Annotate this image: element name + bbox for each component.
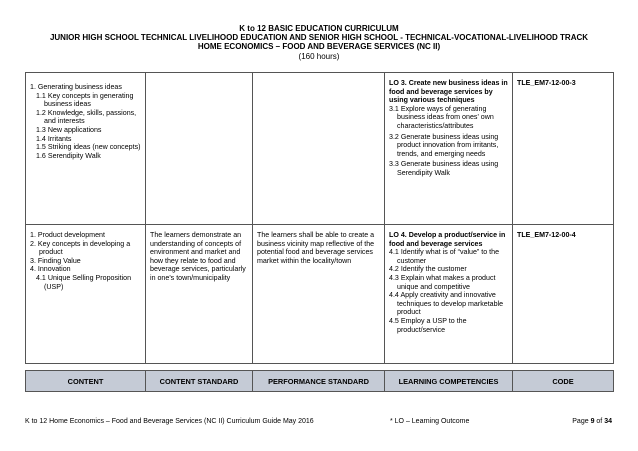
list-item: 4.1 Unique Selling Proposition (USP) xyxy=(36,273,132,291)
page-prefix: Page xyxy=(572,418,591,425)
content-cell xyxy=(26,225,146,364)
competencies-cell xyxy=(385,73,513,225)
list-item: 1.2 Knowledge, skills, passions, and interests xyxy=(36,108,137,126)
list-item: 1.5 Striking ideas (new concepts) xyxy=(36,143,141,152)
list-item: 1.6 Serendipity Walk xyxy=(36,151,101,160)
competency-item: 4.1 Identify what is of “value” to the customer xyxy=(389,248,500,265)
page-total: 34 xyxy=(604,418,612,425)
list-item: 1. Generating business ideas xyxy=(30,83,122,91)
competency-item: 3.1 Explore ways of generating business ideas from ones' own characteristics/attributes xyxy=(389,104,494,130)
column-header-performance-standard: PERFORMANCE STANDARD xyxy=(253,371,385,392)
competency-item: 3.2 Generate business ideas using product innovation from irritants, trends, and emerging needs xyxy=(389,132,499,158)
content-standard-cell xyxy=(146,73,253,225)
performance-standard-cell xyxy=(253,73,385,225)
list-item: 1.3 New applications xyxy=(36,125,102,134)
curriculum-table xyxy=(25,72,614,364)
competency-item: 3.3 Generate business ideas using Serendipity Walk xyxy=(389,160,499,177)
content-standard-cell: The learners demonstrate an understanding of concepts of environment and market and how they relate to food and beverage services, particularly in one's town/municipality xyxy=(146,225,253,364)
competency-item: 4.4 Apply creativity and innovative techniques to develop marketable product xyxy=(389,291,504,317)
list-item: 1.1 Key concepts in generating business ideas xyxy=(36,91,134,109)
code-cell: TLE_EM7-12-00-4 xyxy=(513,225,614,364)
page-num: 9 xyxy=(590,418,595,425)
list-item: 4. Innovation xyxy=(30,265,71,274)
footer-guide-title: K to 12 Home Economics – Food and Beverage Services (NC II) Curriculum Guide May 2016 xyxy=(25,418,314,425)
footer-page-number xyxy=(572,417,612,426)
doc-hours: (160 hours) xyxy=(298,52,340,61)
column-header-learning-competencies: LEARNING COMPETENCIES xyxy=(385,371,513,392)
doc-program: HOME ECONOMICS – FOOD AND BEVERAGE SERVICES (NC II) xyxy=(197,42,441,51)
code-cell: TLE_EM7-12-00-3 xyxy=(513,73,614,225)
competencies-cell xyxy=(385,225,513,364)
column-header-row xyxy=(25,370,614,392)
column-header-content-standard: CONTENT STANDARD xyxy=(146,371,253,392)
list-item: 1. Product development xyxy=(30,231,105,239)
competency-item: 4.2 Identify the customer xyxy=(389,265,467,274)
doc-subtitle: JUNIOR HIGH SCHOOL TECHNICAL LIVELIHOOD EDUCATION AND SENIOR HIGH SCHOOL - TECHNICAL-VOCATIONAL-LIVELIHOOD TRACK xyxy=(49,33,589,42)
footer-lo-note: * LO – Learning Outcome xyxy=(390,418,470,425)
list-item: 3. Finding Value xyxy=(30,256,81,265)
column-header-code: CODE xyxy=(513,371,614,392)
column-header-content: CONTENT xyxy=(26,371,146,392)
list-item: 2. Key concepts in developing a product xyxy=(30,239,131,257)
lo-title: LO 3. Create new business ideas in food and beverage services by using various techniques xyxy=(389,79,508,105)
table-row xyxy=(26,225,614,364)
table-row xyxy=(26,73,614,225)
competency-item: 4.3 Explain what makes a product unique and competitive xyxy=(389,273,496,291)
page-of: of xyxy=(594,418,605,425)
competency-item: 4.5 Employ a USP to the product/service xyxy=(389,316,467,334)
list-item: 1.4 Irritants xyxy=(36,134,72,143)
lo-title: LO 4. Develop a product/service in food and beverage services xyxy=(389,231,506,248)
content-cell xyxy=(26,73,146,225)
performance-standard-cell: The learners shall be able to create a business vicinity map reflective of the potential food and beverage services market within the locality/town xyxy=(253,225,385,364)
doc-title: K to 12 BASIC EDUCATION CURRICULUM xyxy=(239,24,399,33)
